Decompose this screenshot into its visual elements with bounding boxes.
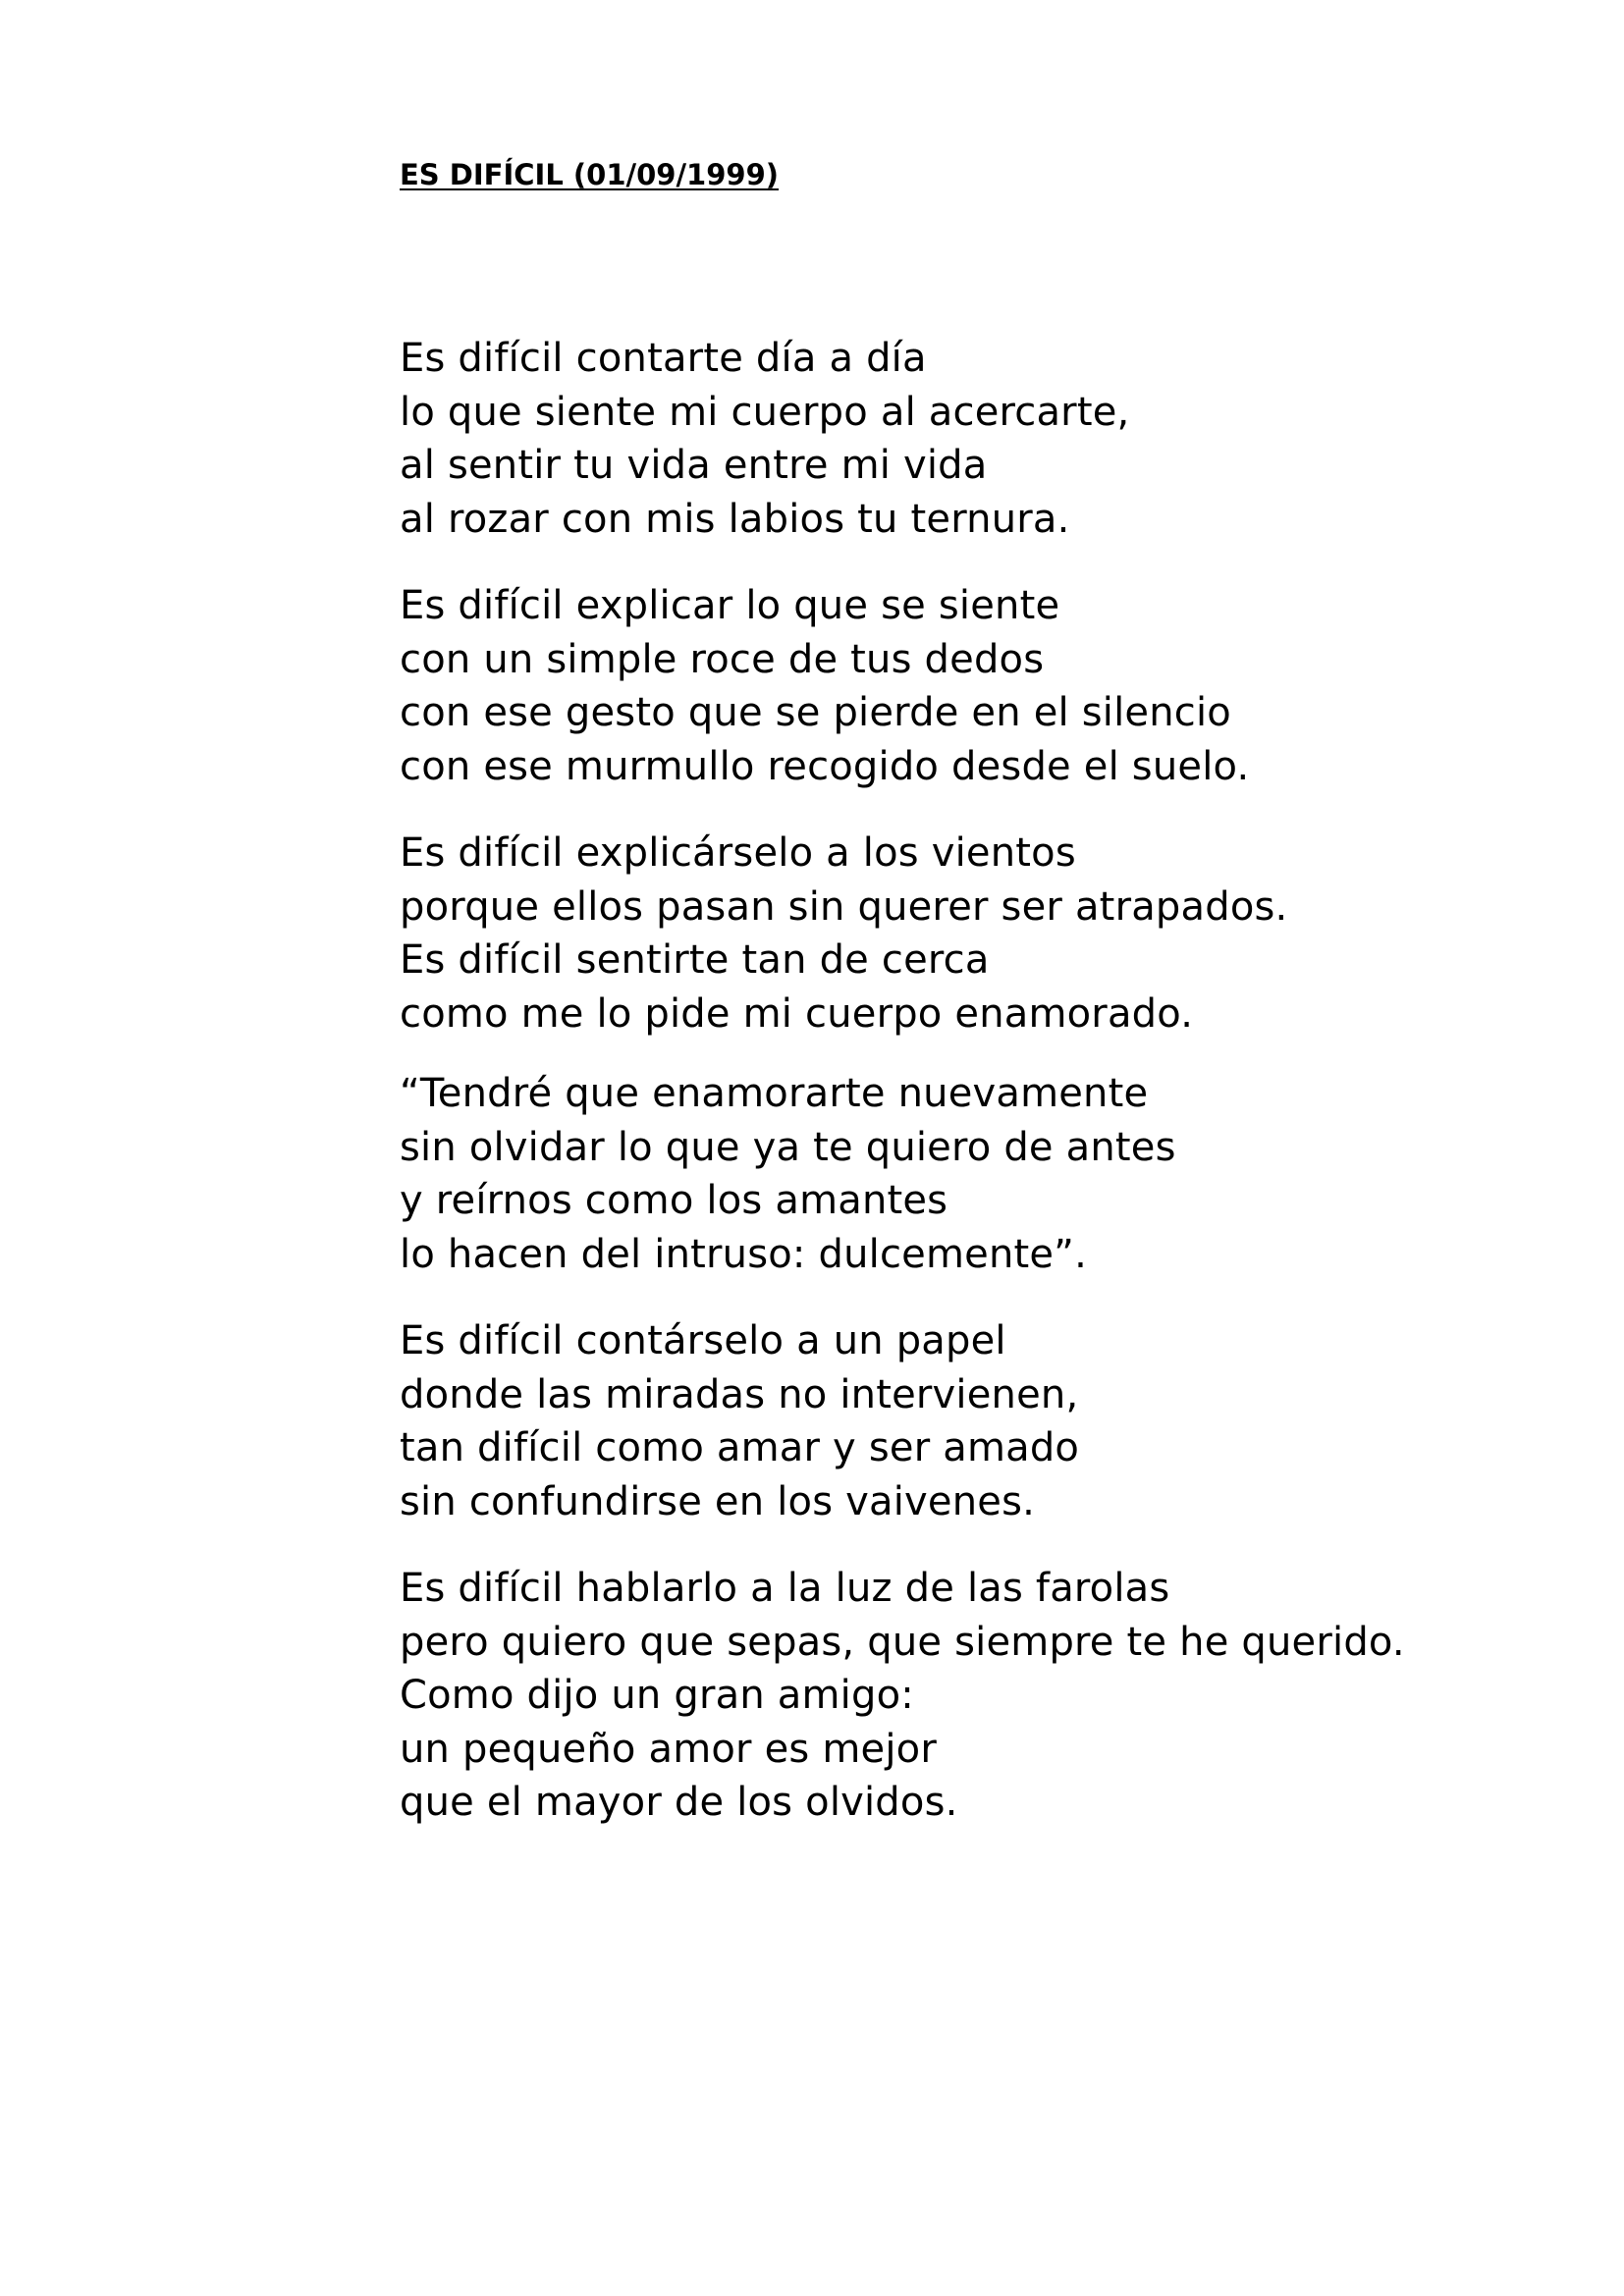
poem-line: Como dijo un gran amigo: xyxy=(400,1673,914,1718)
stanza-5 xyxy=(400,1314,1079,1528)
poem-line: Es difícil explicar lo que se siente xyxy=(400,583,1060,628)
poem-line: sin confundirse en los vaivenes. xyxy=(400,1478,1036,1524)
poem-line: pero quiero que sepas, que siempre te he querido. xyxy=(400,1619,1405,1665)
poem-line: como me lo pide mi cuerpo enamorado. xyxy=(400,990,1194,1037)
poem-title: ES DIFÍCIL (01/09/1999) xyxy=(400,158,780,191)
poem-line: Es difícil contarte día a día xyxy=(400,336,927,381)
poem-line: que el mayor de los olvidos. xyxy=(400,1780,958,1825)
poem-line: Es difícil explicárselo a los vientos xyxy=(400,830,1076,876)
poem-line: lo que siente mi cuerpo al acercarte, xyxy=(400,389,1130,435)
poem-line: con ese gesto que se pierde en el silencio xyxy=(400,690,1231,735)
poem-line: donde las miradas no intervienen, xyxy=(400,1371,1079,1417)
stanza-6 xyxy=(400,1562,1405,1830)
poem-line: Es difícil contárselo a un papel xyxy=(400,1318,1006,1363)
poem-line: lo hacen del intruso: dulcemente”. xyxy=(400,1231,1088,1277)
poem-line: un pequeño amor es mejor xyxy=(400,1726,937,1772)
poem-line: Es difícil hablarlo a la luz de las farolas xyxy=(400,1566,1170,1611)
stanza-1 xyxy=(400,332,1129,546)
stanza-2 xyxy=(400,579,1249,793)
stanza-4 xyxy=(400,1067,1176,1281)
poem-line: porque ellos pasan sin querer ser atrapados. xyxy=(400,883,1288,930)
poem-line: sin olvidar lo que ya te quiero de antes xyxy=(400,1124,1176,1170)
poem-line: “Tendré que enamorarte nuevamente xyxy=(400,1071,1149,1116)
poem-line: tan difícil como amar y ser amado xyxy=(400,1425,1080,1470)
poem-line: al rozar con mis labios tu ternura. xyxy=(400,496,1070,542)
poem-line: y reírnos como los amantes xyxy=(400,1178,948,1223)
poem-line: con ese murmullo recogido desde el suelo. xyxy=(400,743,1250,789)
poem-line: Es difícil sentirte tan de cerca xyxy=(400,937,990,983)
poem-line: con un simple roce de tus dedos xyxy=(400,636,1045,682)
poem-line: al sentir tu vida entre mi vida xyxy=(400,443,988,488)
stanza-3 xyxy=(400,827,1287,1041)
